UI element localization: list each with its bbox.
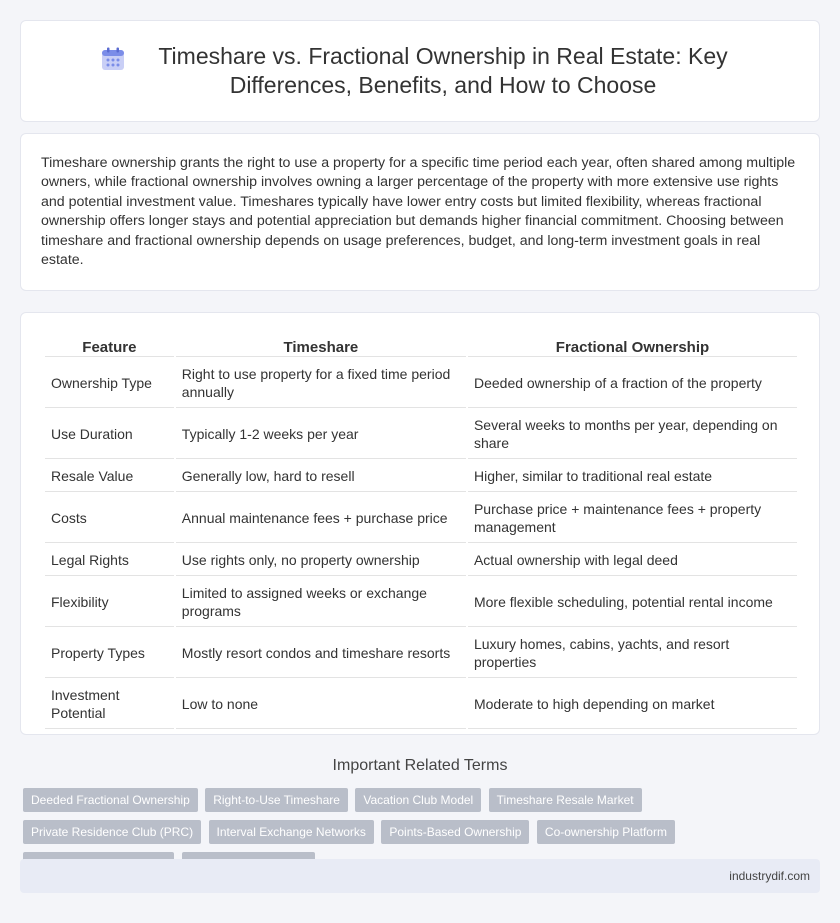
row-feature: Property Types [45,629,174,678]
header-feature: Feature [45,335,174,357]
term-tag[interactable]: Co-ownership Platform [537,820,675,844]
table-row [45,461,797,492]
row-feature: Ownership Type [45,359,174,408]
header-fractional: Fractional Ownership [468,335,797,357]
row-timeshare: Mostly resort condos and timeshare resorts [176,629,466,678]
row-timeshare: Annual maintenance fees + purchase price [176,494,466,543]
table-row [45,494,797,543]
row-timeshare: Generally low, hard to resell [176,461,466,492]
row-timeshare: Low to none [176,680,466,729]
term-tag[interactable]: Interval Exchange Networks [209,820,374,844]
row-timeshare: Limited to assigned weeks or exchange programs [176,578,466,627]
table-row [45,410,797,459]
footer-site[interactable]: industrydif.com [729,869,810,883]
row-feature: Use Duration [45,410,174,459]
calendar-icon [100,46,126,72]
table-row [45,680,797,729]
row-fractional: Purchase price + maintenance fees + property management [468,494,797,543]
term-tag[interactable]: Right-to-Use Timeshare [205,788,348,812]
term-tag[interactable]: Points-Based Ownership [381,820,529,844]
comparison-card [20,312,820,735]
title-card [20,20,820,122]
comparison-table [43,333,799,731]
row-fractional: Actual ownership with legal deed [468,545,797,576]
row-fractional: Luxury homes, cabins, yachts, and resort properties [468,629,797,678]
table-row [45,629,797,678]
term-tag[interactable]: Vacation Club Model [355,788,481,812]
row-fractional: Several weeks to months per year, depending on share [468,410,797,459]
row-feature: Resale Value [45,461,174,492]
related-terms-title: Important Related Terms [332,757,508,774]
row-fractional: Deeded ownership of a fraction of the property [468,359,797,408]
table-row [45,545,797,576]
row-timeshare: Use rights only, no property ownership [176,545,466,576]
header-timeshare: Timeshare [176,335,466,357]
footer [20,859,820,893]
row-fractional: More flexible scheduling, potential rental income [468,578,797,627]
intro-paragraph: Timeshare ownership grants the right to use a property for a specific time period each year, often shared among multiple owners, while fractional ownership involves owning a larger percentage of the property with more extensive use rights and potential investment value. Timeshares typically have lower entry costs but limited flexibility, whereas fractional ownership offers longer stays and potential appreciation but demands higher financial commitment. Choosing between timeshare and fractional ownership depends on usage preferences, budget, and long-term investment goals in real estate. [41,155,796,269]
term-tag[interactable]: Private Residence Club (PRC) [23,820,201,844]
table-row [45,578,797,627]
row-fractional: Higher, similar to traditional real estate [468,461,797,492]
row-feature: Legal Rights [45,545,174,576]
term-tag[interactable]: Deeded Fractional Ownership [23,788,198,812]
intro-card [20,133,820,291]
page-title: Timeshare vs. Fractional Ownership in Real Estate: Key Differences, Benefits, and How to Choose [158,43,728,98]
term-tag[interactable]: Timeshare Resale Market [489,788,642,812]
row-timeshare: Right to use property for a fixed time period annually [176,359,466,408]
row-fractional: Moderate to high depending on market [468,680,797,729]
row-feature: Costs [45,494,174,543]
row-timeshare: Typically 1-2 weeks per year [176,410,466,459]
row-feature: Flexibility [45,578,174,627]
table-row [45,359,797,408]
row-feature: Investment Potential [45,680,174,729]
